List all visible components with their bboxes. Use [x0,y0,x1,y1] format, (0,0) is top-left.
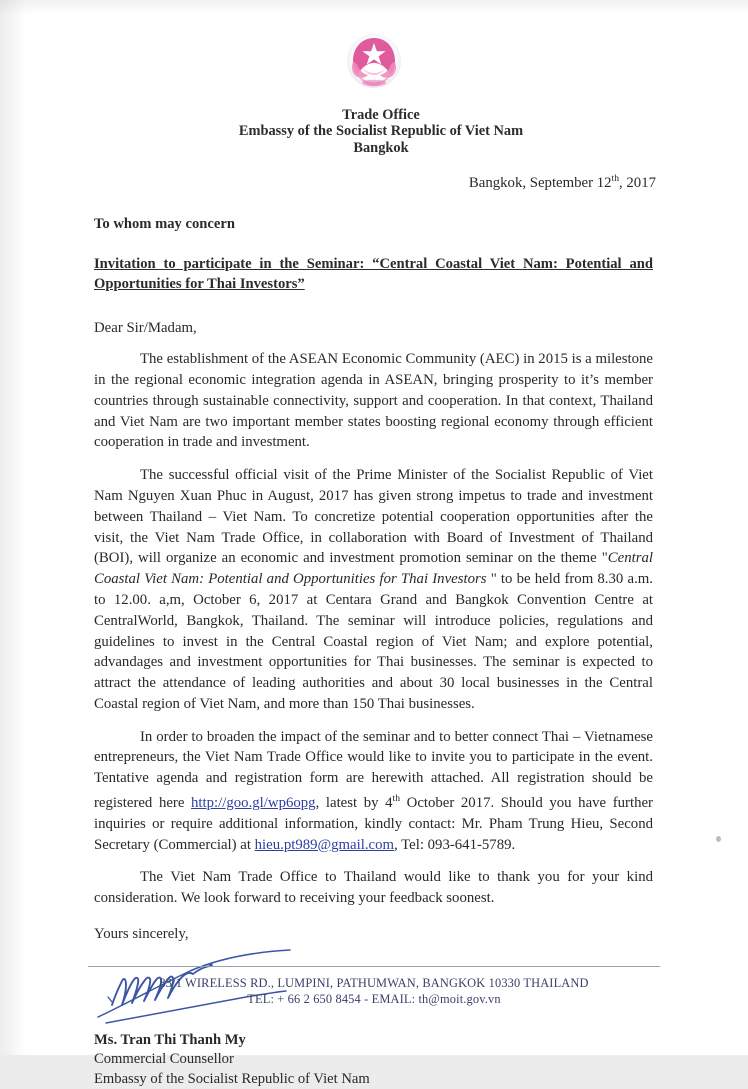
paragraph-3-date-ordinal: th [392,793,401,805]
page-footer [0,966,748,1008]
header-line-city: Bangkok [353,139,409,156]
footer-divider [88,966,660,967]
vietnam-national-emblem-icon [343,31,405,93]
signer-title: Commercial Counsellor [94,1051,234,1068]
paragraph-3-part-2: , latest by 4 [315,795,393,811]
letter-body [94,349,653,909]
paragraph-3-part-1: In order to broaden the impact of the seminar and to better connect Thai – Vietnamese entrepreneurs, the Viet Nam Trade Office would like to invite you to participate in the event. Tentative agenda and registration form are herewith attached. All registration should be registered here [94,728,653,811]
paragraph-2-part-2: " to be held from 8.30 a.m. to 12.00. a,m, October 6, 2017 at Centara Grand and Bangkok Convention Centre at CentralWorld, Bangkok, Thailand. The seminar will introduce policies, regulations and guidelines to invest in the Central Coastal region of Viet Nam; and explore potential, advandages and investment opportunities for Thai businesses. The seminar is expected to attract the attendance of leading authorities and about 30 local businesses in the Central Coastal region of Viet Nam, and more than 150 Thai businesses. [94,571,653,712]
emblem-container [0,0,748,98]
paragraph-3-part-4: , Tel: 093-641-5789. [394,836,516,853]
registration-url-link[interactable]: http://goo.gl/wp6opg [191,795,316,811]
header-line-embassy: Embassy of the Socialist Republic of Viet Nam [238,123,524,140]
signer-block [94,1031,748,1089]
paragraph-3-part-3: October 2017. Should you have further inquiries or require additional information, kindly contact: Mr. Pham Trung Hieu, Second Secretary (Commercial) at [94,795,653,853]
addressee-line: To whom may concern [94,216,235,233]
seminar-theme-title: Central Coastal Viet Nam: Potential and Opportunities for Thai Investors [94,550,653,588]
date-suffix: , 2017 [619,175,656,192]
paragraph-4: The Viet Nam Trade Office to Thailand would like to thank you for your kind consideration. We look forward to receiving your feedback soonest. [94,869,653,907]
closing-line: Yours sincerely, [94,925,189,942]
contact-email-link[interactable]: hieu.pt989@gmail.com [254,836,395,853]
paragraph-2 [94,465,653,715]
paragraph-1: The establishment of the ASEAN Economic Community (AEC) in 2015 is a milestone in the regional economic integration agenda in ASEAN, bringing prosperity to it’s member countries through sustainable connectivity, support and cooperation. In that context, Thailand and Viet Nam are two important member states boosting regional economy through efficient cooperation in trade and investment. [94,351,653,451]
date-ordinal: th [611,173,619,185]
footer-address: 83/1 WIRELESS RD., LUMPINI, PATHUMWAN, BANGKOK 10330 THAILAND [159,976,589,990]
salutation-line: Dear Sir/Madam, [94,320,197,337]
subject-heading: Invitation to participate in the Seminar: “Central Coastal Viet Nam: Potential and Opportunities for Thai Investors” [94,256,653,293]
signer-organization: Embassy of the Socialist Republic of Viet Nam [94,1070,370,1087]
organization-header [0,107,748,156]
date-prefix: Bangkok, September 12 [468,175,612,192]
paragraph-3 [94,727,653,856]
paragraph-2-part-1: The successful official visit of the Prime Minister of the Socialist Republic of Viet Nam Nguyen Xuan Phuc in August, 2017 has given strong impetus to trade and investment between Thailand – Viet Nam. To concretize potential cooperation opportunities after the visit, the Viet Nam Trade Office, in collaboration with Board of Investment of Thailand (BOI), will organize an economic and investment promotion seminar on the theme " [94,467,653,567]
footer-contact: TEL: + 66 2 650 8454 - EMAIL: th@moit.gov.vn [247,992,501,1007]
header-line-trade-office: Trade Office [342,107,420,123]
signer-name: Ms. Tran Thi Thanh My [94,1031,246,1048]
date-line [0,173,748,192]
